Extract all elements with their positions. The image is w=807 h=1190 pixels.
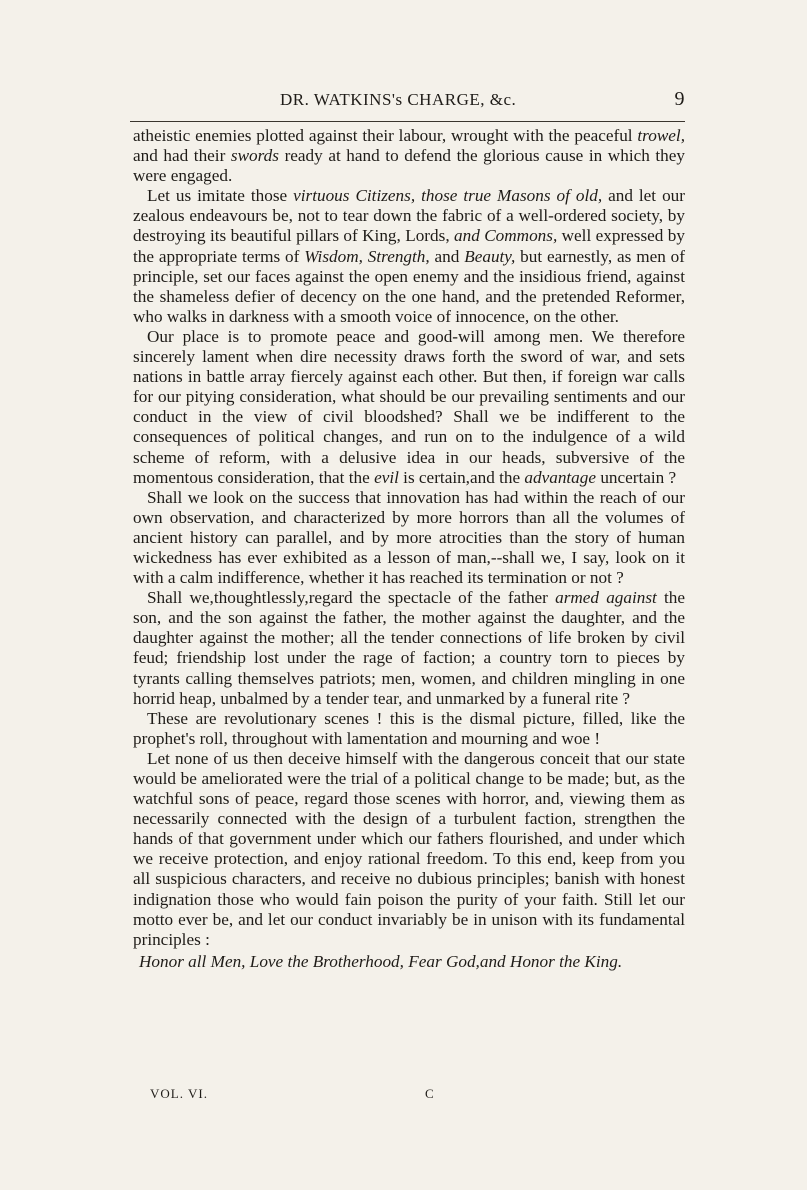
italic-text: swords xyxy=(230,146,279,166)
text-run: ready at hand to defend the glorious cause in which they were engaged. xyxy=(133,146,685,186)
page-number: 9 xyxy=(674,88,685,110)
text-run: uncertain ? xyxy=(596,467,677,487)
masonic-motto: Honor all Men, Love the Brotherhood, Fear God,and Honor the King. xyxy=(139,951,623,971)
text-run: well expressed by the appropriate terms of xyxy=(133,226,685,266)
text-run: Shall we look on the success that innovation has had within the reach of our own observation, and characterized by more horrors than all the volumes of ancient history can parallel, and by more atrocities than the story of human wickedness has ever exhibited as a lesson of man,--shall we, I say, look on it with a calm indifference, whether it has reached its termination or not ? xyxy=(133,487,685,588)
text-run: is certain,and the xyxy=(398,467,525,487)
italic-text: trowel, xyxy=(637,126,685,145)
paragraph xyxy=(133,709,685,749)
paragraph xyxy=(133,749,685,950)
running-header xyxy=(130,90,685,116)
text-run: Let none of us then deceive himself with the dangerous conceit that our state would be ameliorated were the trial of a political change to be made; but, as the watchful sons of peace, regard those scenes with horror, and, viewing them as necessarily connected with the design of a turbulent faction, strengthen the hands of that government under which our fathers flourished, and under which we receive protection, and enjoy rational freedom. To this end, keep from you all suspicious characters, and receive no dubious principles; banish with honest indignation those who would fain poison the purity of your faith. Still let our motto ever be, and let our conduct invariably be in unison with its fundamental principles : xyxy=(133,748,685,949)
body-text xyxy=(133,126,685,972)
italic-text: and Commons, xyxy=(454,226,558,246)
header-rule xyxy=(130,121,685,122)
text-run: These are revolutionary scenes ! this is the dismal picture, filled, like the prophet's roll, throughout with lamentation and mourning and woe ! xyxy=(133,708,685,748)
paragraph xyxy=(133,126,685,186)
text-run: and xyxy=(429,246,465,266)
italic-text: Beauty, xyxy=(464,246,516,266)
paragraph xyxy=(133,588,685,709)
text-run: but earnestly, as men of principle, set our faces against the open enemy and the insidious friend, against the shameless defier of decency on the one hand, and the pretended Reformer, who walks in darkness with a smooth voice of innocence, on the other. xyxy=(133,246,685,326)
text-run: the son, and the son against the father, the mother against the daughter, and the daughter against the mother; all the tender connections of life broken by civil feud; friendship lost under the rage of faction; a country torn to pieces by tyrants calling themselves patriots; men, women, and children mingling in one horrid heap, unbalmed by a tender tear, and unmarked by a funeral rite ? xyxy=(133,588,685,708)
text-run: and had their xyxy=(133,146,231,166)
italic-text: armed against xyxy=(555,588,657,608)
italic-text: evil xyxy=(374,467,399,487)
running-title: DR. WATKINS's CHARGE, &c. xyxy=(280,90,517,109)
paragraph xyxy=(133,186,685,327)
text-run: Let us imitate those xyxy=(147,186,294,206)
paragraph xyxy=(133,488,685,588)
italic-text: advantage xyxy=(524,467,597,487)
italic-text: virtuous Citizens, those true Masons of old, xyxy=(293,186,603,206)
volume-label: VOL. VI. xyxy=(150,1086,208,1101)
paragraph-list xyxy=(133,126,685,950)
text-run: Shall we,thoughtlessly,regard the spectacle of the father xyxy=(147,588,556,608)
paragraph xyxy=(133,327,685,488)
text-run: Our place is to promote peace and good-will among men. We therefore sincerely lament when dire necessity draws forth the sword of war, and sets nations in battle array fiercely against each other. But then, if foreign war calls for our pitying consideration, what should be our prevailing sentiments and our conduct in the view of civil bloodshed? Shall we be indifferent to the consequences of political changes, and run on to the indulgence of a wild scheme of reform, with a delusive idea in our heads, subversive of the momentous consideration, that the xyxy=(133,326,685,487)
text-run: atheistic enemies plotted against their labour, wrought with the peaceful xyxy=(133,126,638,145)
text-run: and let our zealous endeavours be, not to tear down the fabric of a well-ordered society, by destroying its beautiful pillars of King, Lords, xyxy=(133,186,685,246)
italic-text: Wisdom, Strength, xyxy=(304,246,430,266)
signature-mark: C xyxy=(425,1086,435,1101)
